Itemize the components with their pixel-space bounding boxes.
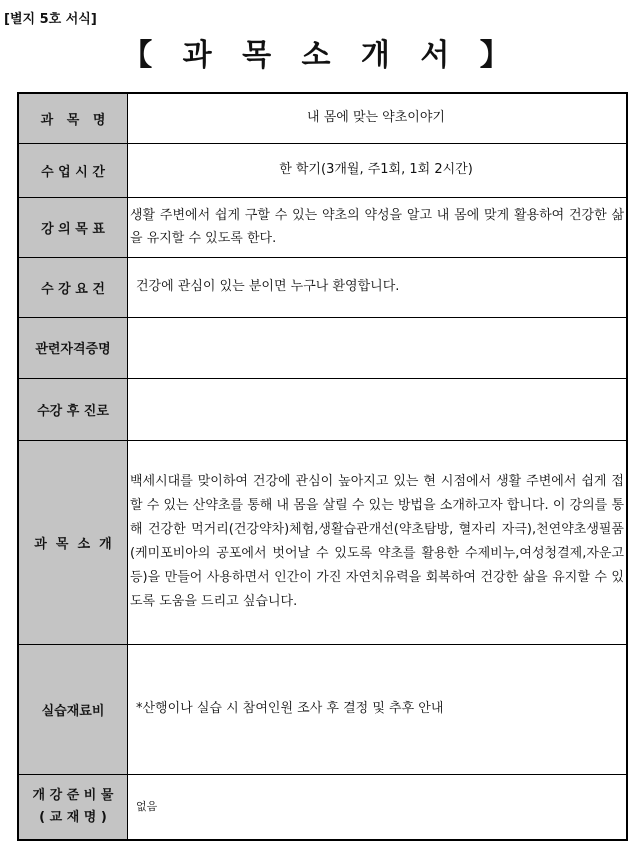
goal-label: 강 의 목 표	[18, 197, 128, 257]
row-subject-name	[18, 93, 627, 143]
intro-label: 과 목 소 개	[18, 440, 128, 644]
row-textbook	[18, 774, 627, 840]
row-class-time	[18, 143, 627, 197]
requirements-label: 수 강 요 건	[18, 257, 128, 317]
document-title: 【 과 목 소 개 서 】	[122, 38, 520, 73]
material-cost-value: *산행이나 실습 시 참여인원 조사 후 결정 및 추후 안내	[128, 644, 628, 774]
career-label: 수강 후 진로	[18, 378, 128, 440]
row-intro	[18, 440, 627, 644]
course-intro-table	[17, 92, 628, 841]
class-time-label: 수 업 시 간	[18, 143, 128, 197]
subject-name-value: 내 몸에 맞는 약초이야기	[128, 93, 628, 143]
form-number-label: [별지 5호 서식]	[4, 12, 97, 27]
class-time-value: 한 학기(3개월, 주1회, 1회 2시간)	[128, 143, 628, 197]
textbook-value: 없음	[128, 774, 628, 840]
career-value	[128, 378, 628, 440]
requirements-value: 건강에 관심이 있는 분이면 누구나 환영합니다.	[128, 257, 628, 317]
intro-value: 백세시대를 맞이하여 건강에 관심이 높아지고 있는 현 시점에서 생활 주변에서 쉽게 접할 수 있는 산약초를 통해 내 몸을 살릴 수 있는 방법을 소개하고자 합니다. 이 강의를 통해 건강한 먹거리(건강약차)체험,생활습관개선(약초탐방, 혈자리 자극),천연약초생필품(케미포비아의 공포에서 벗어날 수 있도록 약초를 활용한 수제비누,여성청결제,자운고 등)을 만들어 사용하면서 인간이 가진 자연치유력을 회복하여 건강한 삶을 유지할 수 있도록 도움을 드리고 싶습니다.	[128, 440, 628, 644]
textbook-label-line2: ( 교 재 명 )	[39, 809, 107, 825]
row-material-cost	[18, 644, 627, 774]
subject-name-label: 과 목 명	[18, 93, 128, 143]
material-cost-label: 실습재료비	[18, 644, 128, 774]
row-goal	[18, 197, 627, 257]
certificate-value	[128, 317, 628, 378]
textbook-label	[18, 774, 128, 840]
row-requirements	[18, 257, 627, 317]
textbook-label-line1: 개 강 준 비 물	[32, 787, 114, 803]
goal-value: 생활 주변에서 쉽게 구할 수 있는 약초의 약성을 알고 내 몸에 맞게 활용하여 건강한 삶을 유지할 수 있도록 한다.	[128, 197, 628, 257]
row-certificate	[18, 317, 627, 378]
row-career	[18, 378, 627, 440]
certificate-label: 관련자격증명	[18, 317, 128, 378]
